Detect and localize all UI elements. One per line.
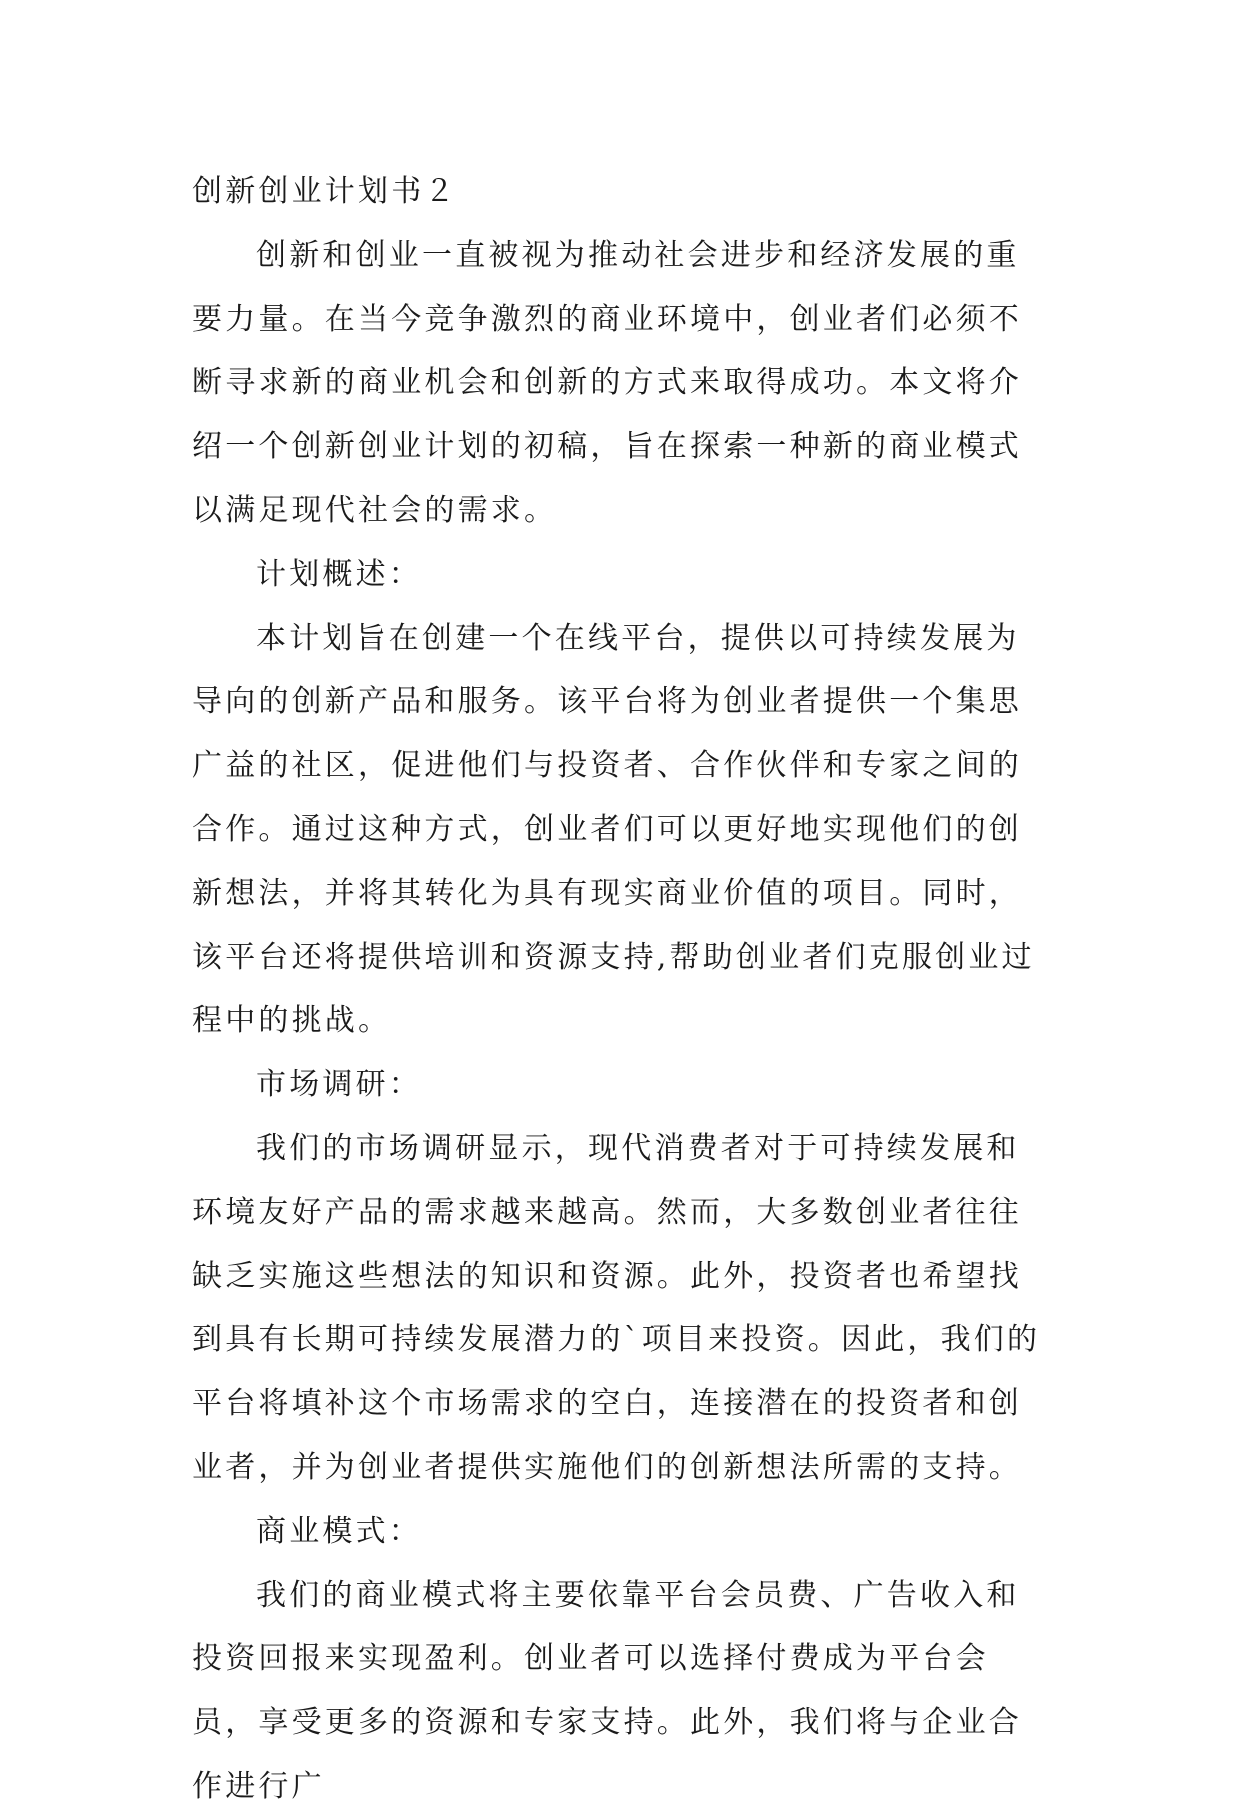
- market-research-paragraph: 我们的市场调研显示，现代消费者对于可持续发展和环境友好产品的需求越来越高。然而，大多数创业者往往缺乏实施这些想法的知识和资源。此外，投资者也希望找到具有长期可持续发展潜力的`项目来投资。因此，我们的平台将填补这个市场需求的空白，连接潜在的投资者和创业者，并为创业者提供实施他们的创新想法所需的支持。: [192, 1130, 1041, 1485]
- document-title: 创新创业计划书２: [192, 174, 458, 209]
- section-heading-business-model: 商业模式：: [256, 1513, 422, 1549]
- section-heading-overview: 计划概述：: [256, 556, 422, 592]
- intro-paragraph: 创新和创业一直被视为推动社会进步和经济发展的重要力量。在当今竞争激烈的商业环境中，创业者们必须不断寻求新的商业机会和创新的方式来取得成功。本文将介绍一个创新创业计划的初稿，旨在探索一种新的商业模式以满足现代社会的需求。: [192, 237, 1022, 528]
- document-page: [192, 160, 1052, 1819]
- section-heading-market-research: 市场调研：: [256, 1067, 422, 1103]
- business-model-paragraph: 我们的商业模式将主要依靠平台会员费、广告收入和投资回报来实现盈利。创业者可以选择付费成为平台会员，享受更多的资源和专家支持。此外，我们将与企业合作进行广: [192, 1577, 1022, 1804]
- overview-paragraph: 本计划旨在创建一个在线平台，提供以可持续发展为导向的创新产品和服务。该平台将为创业者提供一个集思广益的社区，促进他们与投资者、合作伙伴和专家之间的合作。通过这种方式，创业者们可以更好地实现他们的创新想法，并将其转化为具有现实商业价值的项目。同时，该平台还将提供培训和资源支持,帮助创业者们克服创业过程中的挑战。: [192, 620, 1035, 1039]
